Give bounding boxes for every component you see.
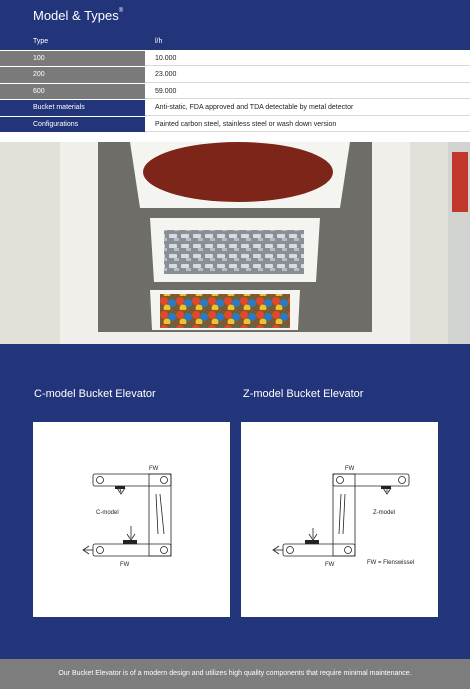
type-cell: 100 xyxy=(0,51,145,67)
c-fw-top-label: FW xyxy=(149,466,159,472)
table-row xyxy=(0,51,470,68)
z-model-title: Z-model Bucket Elevator xyxy=(243,388,364,400)
type-column-header: Type xyxy=(0,34,145,50)
z-model-label: Z-model xyxy=(373,510,396,516)
model-types-table xyxy=(0,34,470,133)
table-header-row xyxy=(0,34,470,51)
type-cell: 200 xyxy=(0,67,145,83)
info-value: Anti-static, FDA approved and TDA detectable by metal detector xyxy=(145,100,470,116)
capacity-cell: 10.000 xyxy=(145,51,470,67)
info-label: Configurations xyxy=(0,117,145,133)
capacity-cell: 23.000 xyxy=(145,67,470,83)
fw-legend: FW = Flenswissel xyxy=(367,560,415,566)
table-row xyxy=(0,67,470,84)
models-panel xyxy=(0,344,470,659)
page-header xyxy=(0,0,470,34)
info-label: Bucket materials xyxy=(0,100,145,116)
page-title: Model & Types® xyxy=(33,8,124,23)
type-cell: 600 xyxy=(0,84,145,100)
capacity-cell: 59.000 xyxy=(145,84,470,100)
z-model-diagram xyxy=(241,422,438,617)
bucket-elevator-photo xyxy=(0,142,470,344)
c-model-diagram xyxy=(33,422,230,617)
capacity-column-header: l/h xyxy=(145,34,470,50)
table-row xyxy=(0,100,470,117)
footer-text: Our Bucket Elevator is of a modern design and utilizes high quality components that require minimal maintenance. xyxy=(58,670,412,677)
table-row xyxy=(0,117,470,134)
c-fw-bottom-label: FW xyxy=(120,562,130,568)
info-value: Painted carbon steel, stainless steel or wash down version xyxy=(145,117,470,133)
c-model-label: C-model xyxy=(96,510,119,516)
z-fw-bottom-label: FW xyxy=(325,562,335,568)
page-footer xyxy=(0,659,470,689)
z-fw-top-label: FW xyxy=(345,466,355,472)
c-model-title: C-model Bucket Elevator xyxy=(34,388,156,400)
table-row xyxy=(0,84,470,101)
